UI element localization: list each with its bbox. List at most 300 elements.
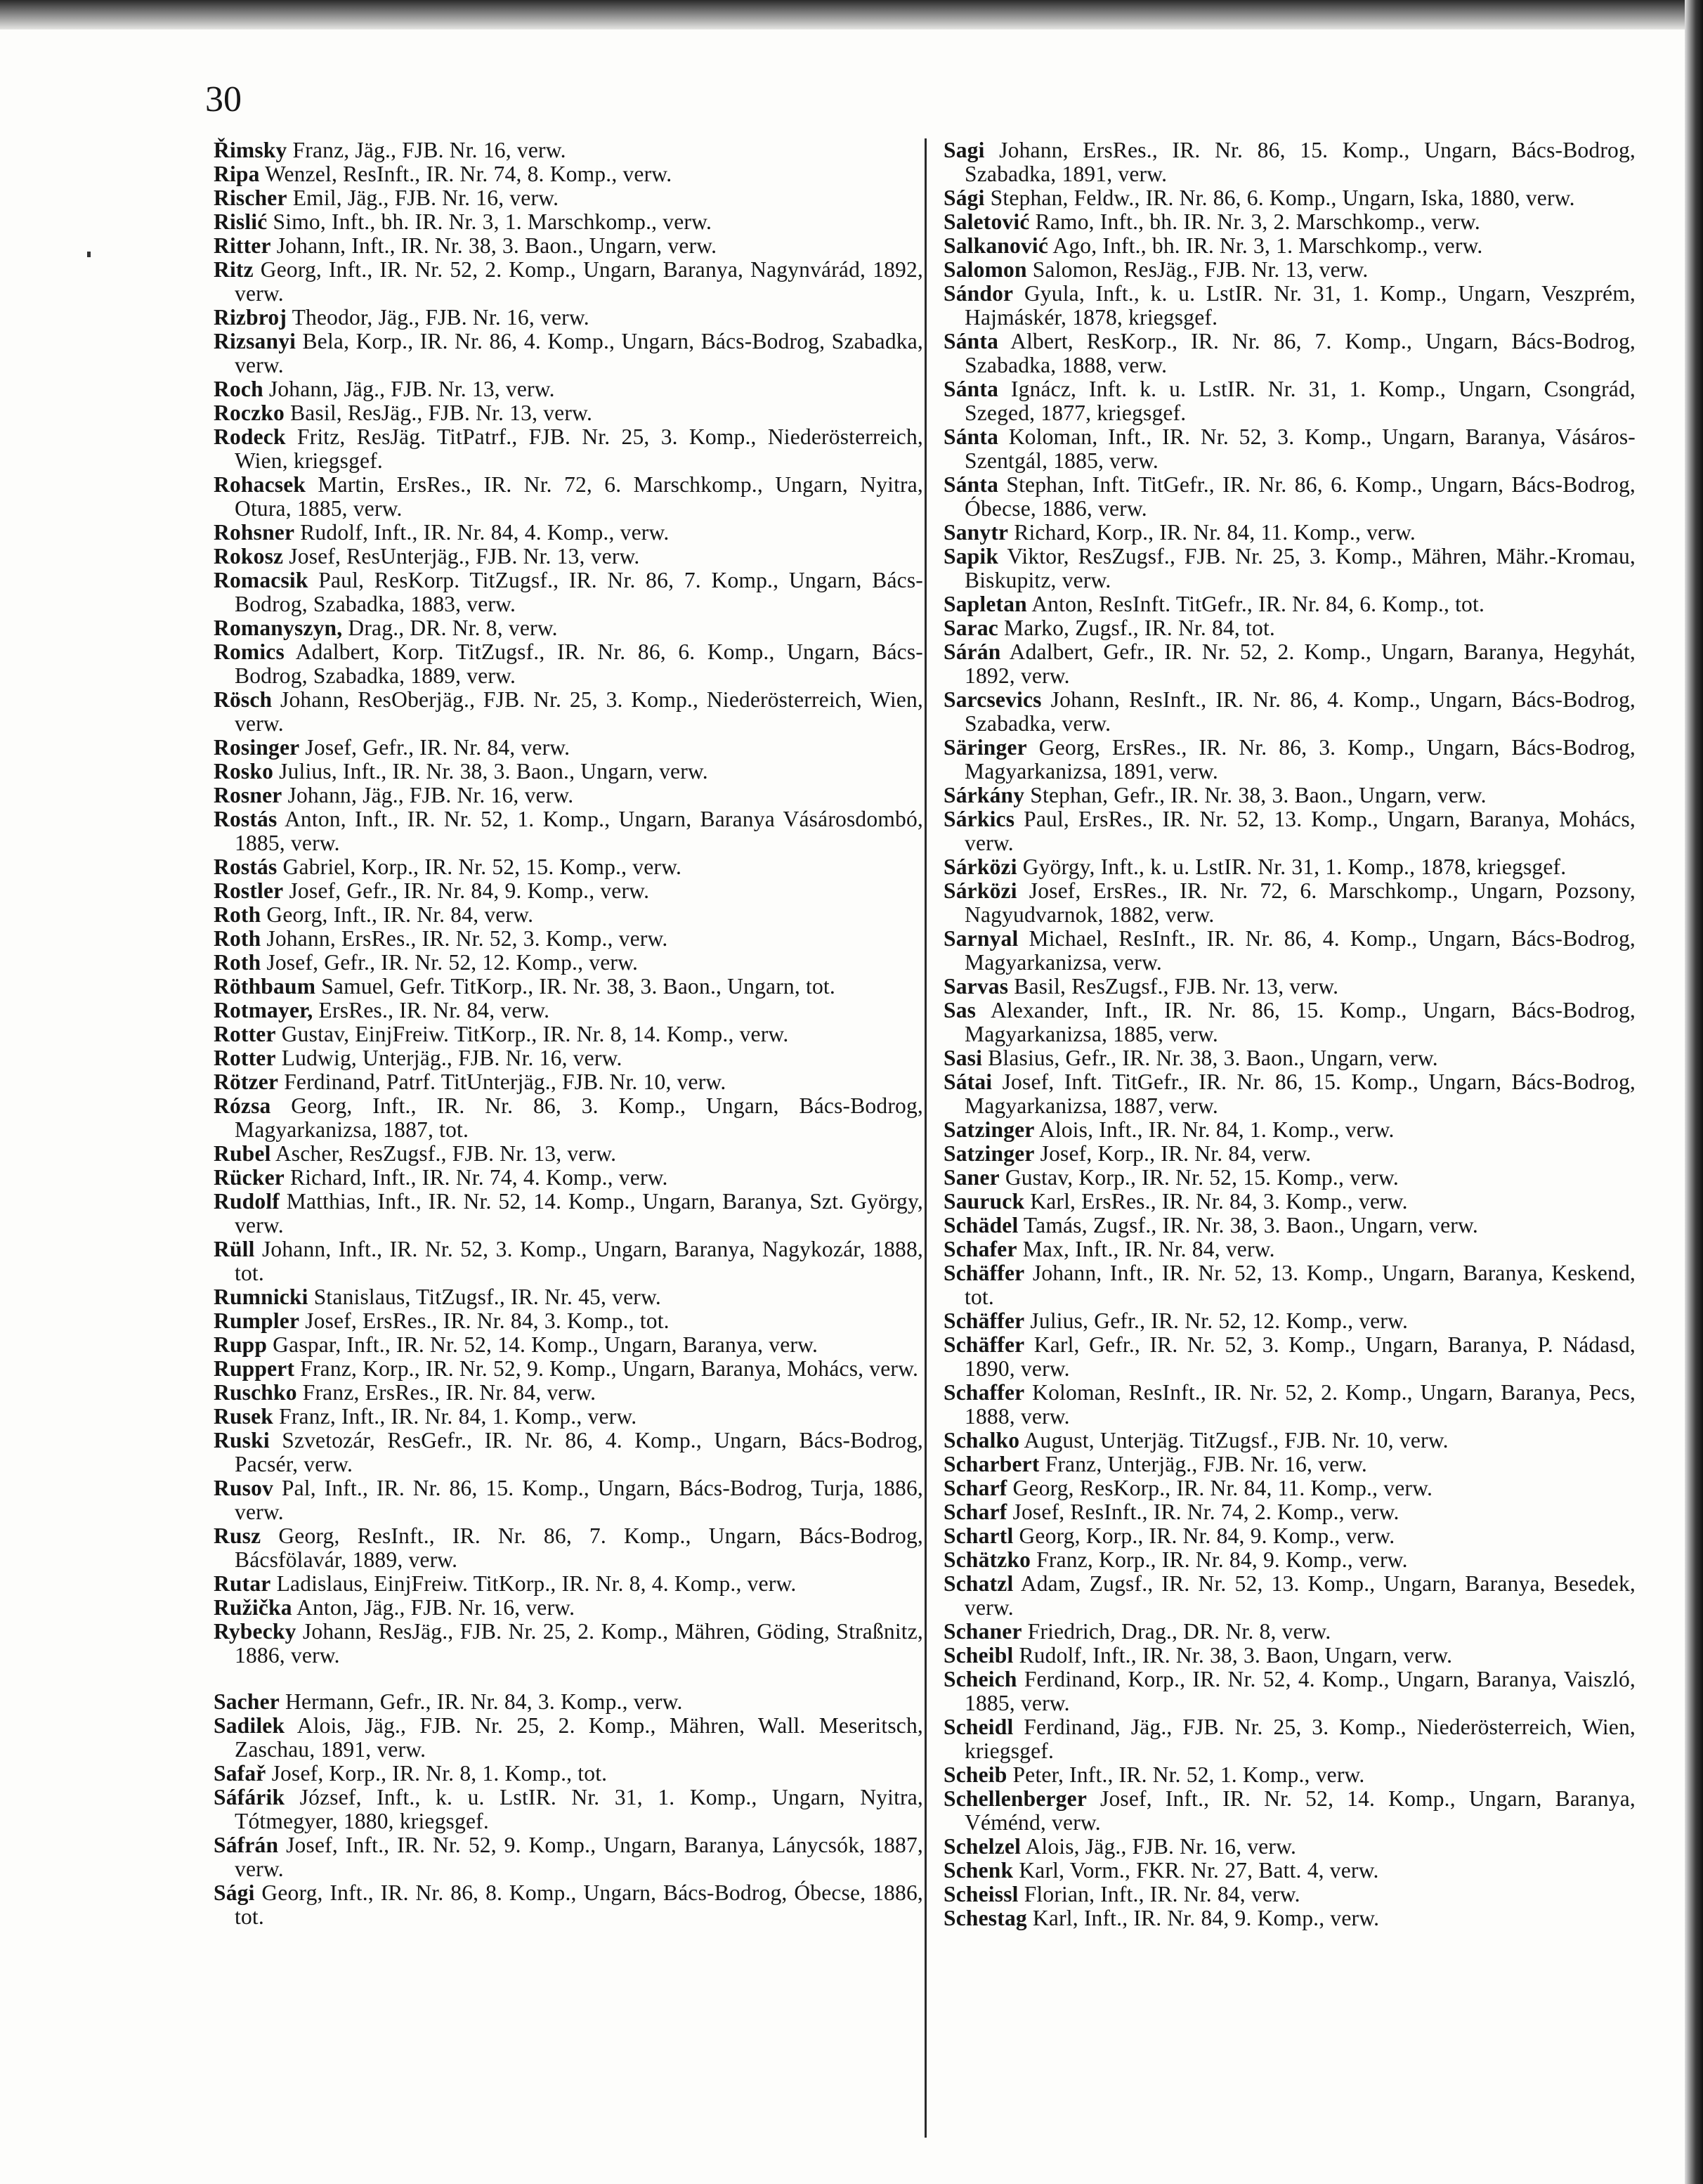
register-entry (944, 736, 1636, 784)
surname: Rusov (214, 1476, 274, 1500)
entry-details: Georg, Inft., IR. Nr. 86, 8. Komp., Ungarn, Bács-Bodrog, Óbecse, 1886, tot. (235, 1880, 923, 1929)
register-entry (214, 736, 923, 760)
surname: Roth (214, 950, 261, 975)
surname: Rubel (214, 1141, 271, 1166)
surname: Rohsner (214, 520, 295, 545)
entry-details: György, Inft., k. u. LstIR. Nr. 31, 1. Komp., 1878, kriegsgef. (1017, 854, 1567, 879)
register-entry (944, 1333, 1636, 1381)
entry-details: Johann, Inft., IR. Nr. 52, 3. Komp., Ungarn, Baranya, Nagykozár, 1888, tot. (235, 1237, 923, 1285)
entry-details: Georg, ErsRes., IR. Nr. 86, 3. Komp., Ungarn, Bács-Bodrog, Magyarkanizsa, 1891, verw. (965, 735, 1636, 784)
entry-details: Albert, ResKorp., IR. Nr. 86, 7. Komp., Ungarn, Bács-Bodrog, Szabadka, 1888, verw. (965, 329, 1636, 377)
register-entry (214, 879, 923, 903)
surname: Scheich (944, 1667, 1017, 1691)
register-entry (944, 1668, 1636, 1715)
register-entry (944, 975, 1636, 999)
register-entry (214, 1596, 923, 1620)
surname: Rutar (214, 1571, 271, 1596)
surname: Rötzer (214, 1070, 279, 1094)
surname: Sapletan (944, 592, 1027, 616)
surname: Rózsa (214, 1093, 271, 1118)
entry-details: Adam, Zugsf., IR. Nr. 52, 13. Komp., Ungarn, Baranya, Besedek, verw. (965, 1571, 1636, 1620)
surname: Salomon (944, 257, 1027, 282)
entry-details: József, Inft., k. u. LstIR. Nr. 31, 1. Komp., Ungarn, Nyitra, Tótmegyer, 1880, kriegsgef. (235, 1785, 923, 1833)
surname: Schestag (944, 1906, 1027, 1930)
entry-details: Franz, Inft., IR. Nr. 84, 1. Komp., verw. (273, 1404, 637, 1429)
register-entry (214, 545, 923, 568)
entry-details: Karl, Vorm., FKR. Nr. 27, Batt. 4, verw. (1013, 1858, 1379, 1883)
entry-details: Gyula, Inft., k. u. LstIR. Nr. 31, 1. Komp., Ungarn, Veszprém, Hajmáskér, 1878, kriegsgef. (965, 281, 1636, 330)
left-column (214, 138, 923, 1929)
register-entry (214, 1620, 923, 1668)
entry-details: Ferdinand, Jäg., FJB. Nr. 25, 3. Komp., Niederösterreich, Wien, kriegsgef. (965, 1715, 1636, 1763)
entry-details: Anton, ResInft. TitGefr., IR. Nr. 84, 6. Komp., tot. (1026, 592, 1485, 616)
surname: Roth (214, 926, 261, 951)
surname: Sapik (944, 544, 999, 568)
register-entry (214, 1524, 923, 1572)
surname: Rusz (214, 1523, 261, 1548)
scan-edge-top (0, 0, 1703, 30)
surname: Schädel (944, 1213, 1019, 1237)
register-entry (944, 1883, 1636, 1906)
entry-details: Max, Inft., IR. Nr. 84, verw. (1017, 1237, 1275, 1261)
register-entry (944, 1261, 1636, 1309)
surname: Schalko (944, 1428, 1020, 1452)
surname: Rischer (214, 186, 287, 210)
register-entry (214, 1714, 923, 1762)
surname: Ruschko (214, 1380, 297, 1405)
surname: Rostler (214, 878, 284, 903)
surname: Schelzel (944, 1834, 1022, 1859)
entry-details: Josef, ResUnterjäg., FJB. Nr. 13, verw. (283, 544, 640, 568)
entry-details: Szvetozár, ResGefr., IR. Nr. 86, 4. Komp., Ungarn, Bács-Bodrog, Pacsér, verw. (235, 1428, 923, 1476)
entry-details: Ramo, Inft., bh. IR. Nr. 3, 2. Marschkomp., verw. (1029, 209, 1480, 234)
surname: Rudolf (214, 1189, 280, 1214)
register-entry (944, 425, 1636, 473)
surname: Sáfrán (214, 1833, 279, 1857)
entry-details: Josef, Gefr., IR. Nr. 84, verw. (299, 735, 570, 760)
surname: Säringer (944, 735, 1027, 760)
surname: Schäffer (944, 1332, 1025, 1357)
entry-details: Salomon, ResJäg., FJB. Nr. 13, verw. (1026, 257, 1369, 282)
surname: Romics (214, 639, 285, 664)
register-entry (214, 401, 923, 425)
surname: Schartl (944, 1523, 1014, 1548)
register-entry (944, 1452, 1636, 1476)
surname: Schätzko (944, 1547, 1031, 1572)
register-entry (214, 688, 923, 736)
surname: Sánta (944, 329, 999, 353)
register-entry (944, 210, 1636, 234)
surname: Saner (944, 1165, 1000, 1190)
surname: Satzinger (944, 1141, 1035, 1166)
entry-details: Stephan, Feldw., IR. Nr. 86, 6. Komp., Ungarn, Iska, 1880, verw. (984, 186, 1575, 210)
entry-details: Franz, Korp., IR. Nr. 52, 9. Komp., Ungarn, Baranya, Mohács, verw. (294, 1356, 919, 1381)
surname: Ripa (214, 162, 260, 186)
register-entry (214, 1094, 923, 1142)
surname: Sárközi (944, 878, 1017, 903)
register-entry (214, 1572, 923, 1596)
entry-details: Peter, Inft., IR. Nr. 52, 1. Komp., verw. (1007, 1762, 1365, 1787)
entry-details: Koloman, Inft., IR. Nr. 52, 3. Komp., Ungarn, Baranya, Vásáros-Szentgál, 1885, verw. (965, 424, 1636, 473)
register-entry (214, 1405, 923, 1429)
entry-details: Georg, Inft., IR. Nr. 52, 2. Komp., Ungarn, Baranya, Nagynvárád, 1892, verw. (235, 257, 923, 306)
register-entry (214, 1690, 923, 1714)
entry-details: Emil, Jäg., FJB. Nr. 16, verw. (287, 186, 559, 210)
register-entry (214, 640, 923, 688)
entry-details: Fritz, ResJäg. TitPatrf., FJB. Nr. 25, 3. Komp., Niederösterreich, Wien, kriegsgef. (235, 424, 923, 473)
register-entry (944, 1070, 1636, 1118)
surname: Scheissl (944, 1882, 1019, 1906)
surname: Rumnicki (214, 1285, 308, 1309)
entry-details: Josef, Korp., IR. Nr. 84, verw. (1034, 1141, 1312, 1166)
register-entry (214, 1381, 923, 1405)
register-entry (214, 1881, 923, 1929)
register-entry (944, 473, 1636, 521)
entry-details: Franz, Jäg., FJB. Nr. 16, verw. (287, 138, 566, 162)
entry-details: Gustav, Korp., IR. Nr. 52, 15. Komp., verw. (999, 1165, 1399, 1190)
register-entry (214, 473, 923, 521)
page-number: 30 (205, 79, 242, 119)
register-entry (214, 425, 923, 473)
register-entry (944, 1046, 1636, 1070)
register-entry (214, 807, 923, 855)
surname: Rosner (214, 783, 282, 807)
entry-details: Josef, Inft., IR. Nr. 52, 9. Komp., Ungarn, Baranya, Lánycsók, 1887, verw. (235, 1833, 923, 1881)
surname: Sánta (944, 472, 999, 497)
register-entry (944, 1524, 1636, 1548)
entry-details: Anton, Jäg., FJB. Nr. 16, verw. (292, 1595, 575, 1620)
surname: Sánta (944, 377, 999, 401)
entry-details: Michael, ResInft., IR. Nr. 86, 4. Komp., Ungarn, Bács-Bodrog, Magyarkanizsa, verw. (965, 926, 1636, 975)
ink-speck (87, 252, 91, 257)
entry-details: Pal, Inft., IR. Nr. 86, 15. Komp., Ungarn, Bács-Bodrog, Turja, 1886, verw. (235, 1476, 923, 1524)
entry-details: Simo, Inft., bh. IR. Nr. 3, 1. Marschkomp., verw. (267, 209, 712, 234)
surname: Ritz (214, 257, 254, 282)
entry-details: Alois, Inft., IR. Nr. 84, 1. Komp., verw. (1034, 1117, 1395, 1142)
surname: Scheibl (944, 1643, 1014, 1668)
surname: Scharbert (944, 1452, 1040, 1476)
entry-details: Blasius, Gefr., IR. Nr. 38, 3. Baon., Ungarn, verw. (982, 1046, 1438, 1070)
surname: Sagi (944, 138, 985, 162)
surname: Romanyszyn, (214, 616, 343, 640)
register-entry (214, 210, 923, 234)
entry-details: Stephan, Inft. TitGefr., IR. Nr. 86, 6. Komp., Ungarn, Bács-Bodrog, Óbecse, 1886, verw. (965, 472, 1636, 521)
entry-details: Koloman, ResInft., IR. Nr. 52, 2. Komp., Ungarn, Baranya, Pecs, 1888, verw. (965, 1380, 1636, 1429)
register-entry (214, 951, 923, 975)
surname: Schäffer (944, 1261, 1025, 1285)
register-entry (214, 784, 923, 807)
entry-details: Anton, Inft., IR. Nr. 52, 1. Komp., Ungarn, Baranya Vásárosdombó, 1885, verw. (235, 807, 923, 855)
register-entry (214, 234, 923, 258)
entry-details: Samuel, Gefr. TitKorp., IR. Nr. 38, 3. Baon., Ungarn, tot. (315, 974, 835, 999)
entry-details: Ascher, ResZugsf., FJB. Nr. 13, verw. (270, 1141, 617, 1166)
entry-details: Friedrich, Drag., DR. Nr. 8, verw. (1022, 1619, 1331, 1644)
register-entry (944, 138, 1636, 186)
entry-details: Johann, Inft., IR. Nr. 52, 13. Komp., Ungarn, Baranya, Keskend, tot. (965, 1261, 1636, 1309)
entry-details: Rudolf, Inft., IR. Nr. 38, 3. Baon, Ungarn, verw. (1013, 1643, 1453, 1668)
register-entry (944, 1476, 1636, 1500)
surname: Scharf (944, 1476, 1007, 1500)
entry-details: Josef, ErsRes., IR. Nr. 72, 6. Marschkomp., Ungarn, Pozsony, Nagyudvarnok, 1882, verw. (965, 878, 1636, 927)
register-entry (214, 616, 923, 640)
register-entry (214, 162, 923, 186)
entry-details: Stephan, Gefr., IR. Nr. 38, 3. Baon., Ungarn, verw. (1024, 783, 1487, 807)
entry-details: Wenzel, ResInft., IR. Nr. 74, 8. Komp., verw. (259, 162, 672, 186)
register-entry (944, 1500, 1636, 1524)
entry-details: Florian, Inft., IR. Nr. 84, verw. (1018, 1882, 1300, 1906)
register-entry (214, 1070, 923, 1094)
surname: Sanytr (944, 520, 1009, 545)
entry-details: Richard, Inft., IR. Nr. 74, 4. Komp., verw. (284, 1165, 668, 1190)
surname: Rotter (214, 1046, 276, 1070)
register-entry (944, 1309, 1636, 1333)
entry-details: Franz, Unterjäg., FJB. Nr. 16, verw. (1039, 1452, 1367, 1476)
entry-details: Stanislaus, TitZugsf., IR. Nr. 45, verw. (308, 1285, 661, 1309)
surname: Rosko (214, 759, 274, 784)
entry-details: Ladislaus, EinjFreiw. TitKorp., IR. Nr. 8, 4. Komp., verw. (270, 1571, 797, 1596)
register-entry (944, 1237, 1636, 1261)
register-entry (944, 592, 1636, 616)
surname: Sarvas (944, 974, 1009, 999)
entry-details: Gaspar, Inft., IR. Nr. 52, 14. Komp., Ungarn, Baranya, verw. (267, 1332, 818, 1357)
surname: Roth (214, 902, 261, 927)
surname: Rodeck (214, 424, 286, 449)
entry-details: Martin, ErsRes., IR. Nr. 72, 6. Marschkomp., Ungarn, Nyitra, Otura, 1885, verw. (235, 472, 923, 521)
surname: Safař (214, 1761, 266, 1786)
entry-details: Karl, Gefr., IR. Nr. 52, 3. Komp., Ungarn, Baranya, P. Nádasd, 1890, verw. (965, 1332, 1636, 1381)
right-column (944, 138, 1636, 1930)
register-entry (214, 138, 923, 162)
surname: Rybecky (214, 1619, 296, 1644)
register-entry (214, 1237, 923, 1285)
entry-details: Bela, Korp., IR. Nr. 86, 4. Komp., Ungarn, Bács-Bodrog, Szabadka, verw. (235, 329, 923, 377)
register-entry (944, 807, 1636, 855)
entry-details: Paul, ErsRes., IR. Nr. 52, 13. Komp., Ungarn, Baranya, Mohács, verw. (965, 807, 1636, 855)
entry-details: Tamás, Zugsf., IR. Nr. 38, 3. Baon., Ungarn, verw. (1018, 1213, 1478, 1237)
entry-details: Theodor, Jäg., FJB. Nr. 16, verw. (287, 305, 589, 330)
register-entry (944, 282, 1636, 330)
register-entry (944, 1429, 1636, 1452)
register-entry (944, 1620, 1636, 1644)
register-entry (944, 855, 1636, 879)
register-entry (214, 377, 923, 401)
surname: Roczko (214, 401, 285, 425)
entry-details: Julius, Inft., IR. Nr. 38, 3. Baon., Ungarn, verw. (273, 759, 708, 784)
register-entry (214, 1285, 923, 1309)
entry-details: Georg, Korp., IR. Nr. 84, 9. Komp., verw. (1013, 1523, 1395, 1548)
entry-details: Hermann, Gefr., IR. Nr. 84, 3. Komp., verw. (279, 1689, 683, 1714)
surname: Saletović (944, 209, 1030, 234)
register-entry (944, 1572, 1636, 1620)
surname: Sasi (944, 1046, 983, 1070)
entry-details: Gustav, EinjFreiw. TitKorp., IR. Nr. 8, 14. Komp., verw. (275, 1022, 789, 1046)
surname: Rücker (214, 1165, 285, 1190)
surname: Romacsik (214, 568, 308, 592)
register-entry (944, 927, 1636, 975)
register-entry (944, 999, 1636, 1046)
entry-details: Alois, Jäg., FJB. Nr. 16, verw. (1021, 1834, 1297, 1859)
surname: Sarac (944, 616, 998, 640)
register-entry (214, 1476, 923, 1524)
entry-details: Ferdinand, Korp., IR. Nr. 52, 4. Komp., Ungarn, Baranya, Vaiszló, 1885, verw. (965, 1667, 1636, 1715)
entry-details: Drag., DR. Nr. 8, verw. (342, 616, 558, 640)
entry-details: Ludwig, Unterjäg., FJB. Nr. 16, verw. (275, 1046, 622, 1070)
register-entry (214, 1429, 923, 1476)
register-entry (944, 521, 1636, 545)
surname: Ruski (214, 1428, 270, 1452)
entry-details: Johann, Jäg., FJB. Nr. 16, verw. (282, 783, 574, 807)
register-entry (944, 688, 1636, 736)
surname: Schaner (944, 1619, 1022, 1644)
surname: Rizsanyi (214, 329, 296, 353)
entry-details: Johann, Inft., IR. Nr. 38, 3. Baon., Ungarn, verw. (270, 233, 717, 258)
entry-details: August, Unterjäg. TitZugsf., FJB. Nr. 10, verw. (1019, 1428, 1449, 1452)
entry-details: Alois, Jäg., FJB. Nr. 25, 2. Komp., Mähren, Wall. Meseritsch, Zaschau, 1891, verw. (235, 1713, 923, 1762)
register-entry (944, 1548, 1636, 1572)
surname: Scharf (944, 1500, 1007, 1524)
entry-details: Georg, Inft., IR. Nr. 86, 3. Komp., Ungarn, Bács-Bodrog, Magyarkanizsa, 1887, tot. (235, 1093, 923, 1142)
register-entry (944, 1118, 1636, 1142)
surname: Schenk (944, 1858, 1014, 1883)
register-entry (214, 1762, 923, 1786)
surname: Rüll (214, 1237, 255, 1261)
surname: Schafer (944, 1237, 1017, 1261)
entry-details: Josef, Gefr., IR. Nr. 84, 9. Komp., verw. (283, 878, 650, 903)
register-entry (944, 1381, 1636, 1429)
entry-details: Johann, ResJäg., FJB. Nr. 25, 2. Komp., Mähren, Göding, Straßnitz, 1886, verw. (235, 1619, 923, 1668)
surname: Sáfárik (214, 1785, 285, 1809)
entry-details: Johann, ResInft., IR. Nr. 86, 4. Komp., Ungarn, Bács-Bodrog, Szabadka, verw. (965, 687, 1636, 736)
surname: Rizbroj (214, 305, 287, 330)
surname: Rotter (214, 1022, 276, 1046)
surname: Sarcsevics (944, 687, 1042, 712)
surname: Rislić (214, 209, 268, 234)
surname: Rotmayer, (214, 998, 313, 1022)
register-entry (214, 1333, 923, 1357)
register-entry (944, 1763, 1636, 1787)
register-entry (944, 1906, 1636, 1930)
surname: Ritter (214, 233, 271, 258)
register-entry (214, 306, 923, 330)
entry-details: Josef, Gefr., IR. Nr. 52, 12. Komp., verw. (261, 950, 639, 975)
register-entry (944, 879, 1636, 927)
register-entry (944, 1835, 1636, 1859)
entry-details: Adalbert, Gefr., IR. Nr. 52, 2. Komp., Ungarn, Baranya, Hegyhát, 1892, verw. (965, 639, 1636, 688)
scan-edge-right (1685, 0, 1703, 2184)
surname: Rösch (214, 687, 273, 712)
register-entry (944, 1214, 1636, 1237)
entry-details: Alexander, Inft., IR. Nr. 86, 15. Komp., Ungarn, Bács-Bodrog, Magyarkanizsa, 1885, verw. (965, 998, 1636, 1046)
surname: Sági (214, 1880, 255, 1905)
entry-details: ErsRes., IR. Nr. 84, verw. (313, 998, 550, 1022)
register-entry (214, 927, 923, 951)
entry-details: Josef, ResInft., IR. Nr. 74, 2. Komp., verw. (1007, 1500, 1399, 1524)
register-entry (944, 1190, 1636, 1214)
register-entry (214, 975, 923, 999)
surname: Sacher (214, 1689, 280, 1714)
register-entry (944, 234, 1636, 258)
register-entry (944, 1715, 1636, 1763)
register-entry (944, 640, 1636, 688)
register-entry (214, 1166, 923, 1190)
surname: Sárkics (944, 807, 1015, 831)
entry-details: Johann, ErsRes., IR. Nr. 86, 15. Komp., Ungarn, Bács-Bodrog, Szabadka, 1891, verw. (965, 138, 1636, 186)
entry-details: Ignácz, Inft. k. u. LstIR. Nr. 31, 1. Komp., Ungarn, Csongrád, Szeged, 1877, kriegsgef. (965, 377, 1636, 425)
entry-details: Johann, Jäg., FJB. Nr. 13, verw. (263, 377, 555, 401)
register-entry (214, 1357, 923, 1381)
surname: Rumpler (214, 1308, 300, 1333)
surname: Schatzl (944, 1571, 1014, 1596)
surname: Sándor (944, 281, 1014, 306)
surname: Sárán (944, 639, 1001, 664)
entry-details: Gabriel, Korp., IR. Nr. 52, 15. Komp., verw. (277, 854, 682, 879)
entry-details: Franz, ErsRes., IR. Nr. 84, verw. (296, 1380, 596, 1405)
register-entry (214, 1022, 923, 1046)
surname: Sátai (944, 1070, 993, 1094)
surname: Sági (944, 186, 985, 210)
register-entry (214, 1190, 923, 1237)
register-entry (214, 186, 923, 210)
entry-details: Josef, Inft., IR. Nr. 52, 14. Komp., Ungarn, Baranya, Véménd, verw. (965, 1786, 1636, 1835)
register-entry (944, 186, 1636, 210)
register-entry (214, 1833, 923, 1881)
entry-details: Georg, ResInft., IR. Nr. 86, 7. Komp., Ungarn, Bács-Bodrog, Bácsfölavár, 1889, verw. (235, 1523, 923, 1572)
register-entry (214, 1309, 923, 1333)
register-entry (214, 760, 923, 784)
surname: Rusek (214, 1404, 274, 1429)
entry-details: Julius, Gefr., IR. Nr. 52, 12. Komp., verw. (1024, 1308, 1409, 1333)
surname: Sadilek (214, 1713, 285, 1738)
entry-details: Paul, ResKorp. TitZugsf., IR. Nr. 86, 7. Komp., Ungarn, Bács-Bodrog, Szabadka, 1883, verw. (235, 568, 923, 616)
register-entry (944, 1787, 1636, 1835)
entry-details: Marko, Zugsf., IR. Nr. 84, tot. (998, 616, 1275, 640)
entry-details: Josef, Inft. TitGefr., IR. Nr. 86, 15. Komp., Ungarn, Bács-Bodrog, Magyarkanizsa, 1887, verw. (965, 1070, 1636, 1118)
entry-details: Ago, Inft., bh. IR. Nr. 3, 1. Marschkomp., verw. (1048, 233, 1483, 258)
entry-details: Richard, Korp., IR. Nr. 84, 11. Komp., verw. (1008, 520, 1416, 545)
entry-details: Josef, ErsRes., IR. Nr. 84, 3. Komp., tot. (299, 1308, 670, 1333)
surname: Rokosz (214, 544, 284, 568)
register-entry (214, 903, 923, 927)
surname: Sánta (944, 424, 999, 449)
entry-details: Viktor, ResZugsf., FJB. Nr. 25, 3. Komp., Mähren, Mähr.-Kromau, Biskupitz, verw. (965, 544, 1636, 592)
entry-details: Franz, Korp., IR. Nr. 84, 9. Komp., verw. (1031, 1547, 1408, 1572)
register-entry (944, 545, 1636, 592)
entry-details: Josef, Korp., IR. Nr. 8, 1. Komp., tot. (266, 1761, 608, 1786)
register-entry (944, 330, 1636, 377)
register-entry (944, 784, 1636, 807)
surname: Rohacsek (214, 472, 306, 497)
entry-details: Georg, Inft., IR. Nr. 84, verw. (261, 902, 534, 927)
register-entry (214, 1046, 923, 1070)
entry-details: Matthias, Inft., IR. Nr. 52, 14. Komp., Ungarn, Baranya, Szt. György, verw. (235, 1189, 923, 1237)
surname: Sas (944, 998, 977, 1022)
surname: Ružička (214, 1595, 292, 1620)
register-entry (214, 855, 923, 879)
register-entry (944, 258, 1636, 282)
register-entry (214, 521, 923, 545)
entry-details: Johann, ResOberjäg., FJB. Nr. 25, 3. Komp., Niederösterreich, Wien, verw. (235, 687, 923, 736)
register-entry (214, 330, 923, 377)
surname: Rostás (214, 807, 278, 831)
entry-details: Karl, ErsRes., IR. Nr. 84, 3. Komp., verw. (1024, 1189, 1408, 1214)
entry-details: Karl, Inft., IR. Nr. 84, 9. Komp., verw. (1026, 1906, 1380, 1930)
surname: Schaffer (944, 1380, 1025, 1405)
surname: Rupp (214, 1332, 268, 1357)
column-divider (925, 138, 927, 2138)
surname: Salkanović (944, 233, 1049, 258)
register-entry (214, 568, 923, 616)
register-entry (944, 1142, 1636, 1166)
